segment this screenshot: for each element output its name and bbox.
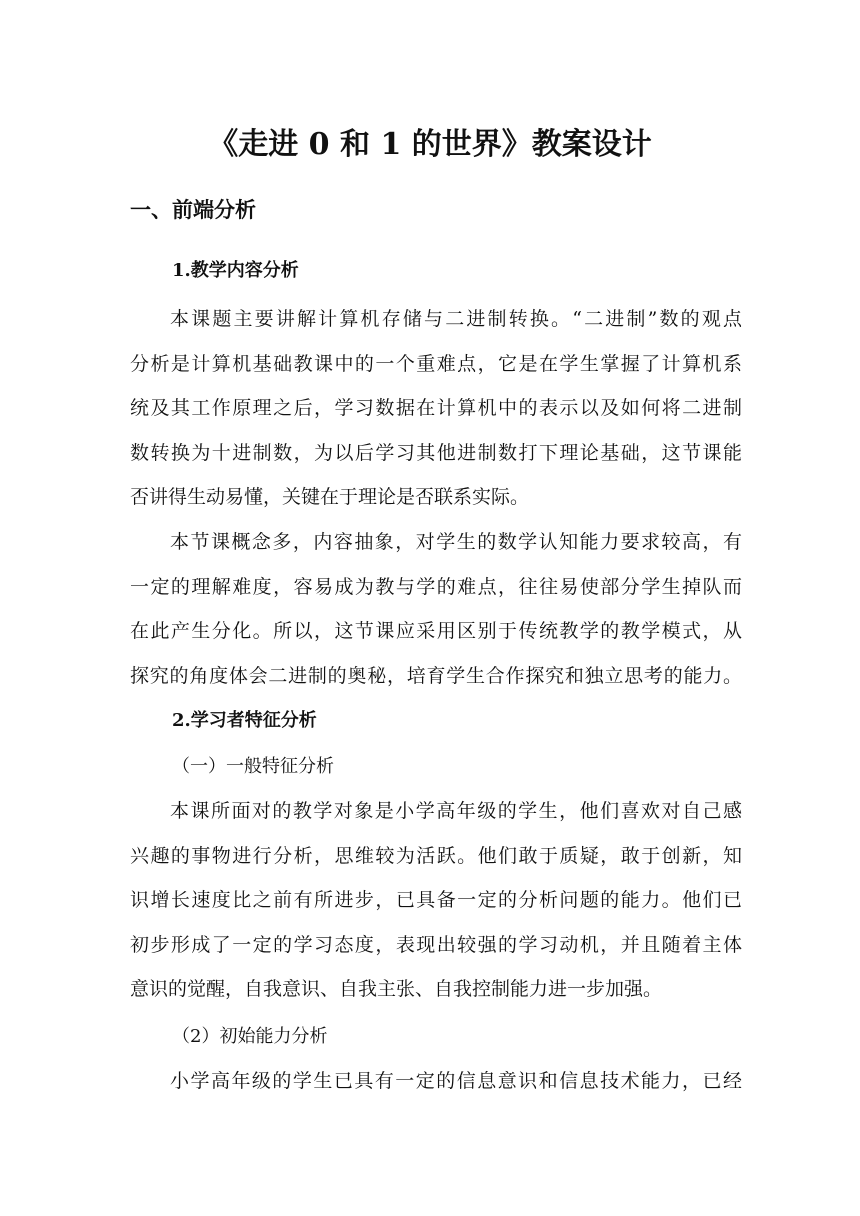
part-heading-initial-ability: （2）初始能力分析 — [172, 1026, 328, 1047]
paragraph-line: 本节课概念多，内容抽象，对学生的数学认知能力要求较高，有 — [170, 531, 742, 553]
paragraph-line: 一定的理解难度，容易成为教与学的难点，往往易使部分学生掉队而 — [130, 575, 742, 598]
paragraph-line: 小学高年级的学生已具有一定的信息意识和信息技术能力，已经 — [170, 1070, 742, 1092]
paragraph-line: 本课所面对的教学对象是小学高年级的学生，他们喜欢对自己感 — [170, 800, 742, 822]
paragraph-line: 意识的觉醒，自我意识、自我主张、自我控制能力进一步加强。 — [130, 978, 663, 1000]
paragraph-initial-ability — [130, 1059, 742, 1104]
paragraph-line: 否讲得生动易懂，关键在于理论是否联系实际。 — [130, 486, 530, 508]
paragraph-line: 识增长速度比之前有所进步，已具备一定的分析问题的能力。他们已 — [130, 889, 742, 911]
paragraph-general-features — [130, 789, 742, 1012]
paragraph-line: 统及其工作原理之后，学习数据在计算机中的表示以及如何将二进制 — [130, 397, 742, 419]
paragraph-line: 数转换为十进制数，为以后学习其他进制数打下理论基础，这节课能 — [130, 441, 742, 464]
paragraph-line: 本课题主要讲解计算机存储与二进制转换。“二进制”数的观点 — [170, 308, 742, 330]
paragraph-line: 初步形成了一定的学习态度，表现出较强的学习动机，并且随着主体 — [130, 933, 742, 956]
paragraph-content-analysis-2 — [130, 520, 742, 698]
part-heading-general-features: （一）一般特征分析 — [172, 756, 334, 777]
subsection-heading-learner-analysis: 2.学习者特征分析 — [172, 710, 317, 731]
section-heading-frontend-analysis: 一、前端分析 — [130, 197, 256, 222]
paragraph-line: 在此产生分化。所以，这节课应采用区别于传统教学的教学模式，从 — [130, 620, 742, 642]
paragraph-line: 分析是计算机基础教课中的一个重难点，它是在学生掌握了计算机系 — [130, 352, 742, 375]
paragraph-line: 探究的角度体会二进制的奥秘，培育学生合作探究和独立思考的能力。 — [130, 664, 742, 687]
paragraph-line: 兴趣的事物进行分析，思维较为活跃。他们敢于质疑，敢于创新，知 — [130, 844, 742, 867]
paragraph-content-analysis-1 — [130, 297, 742, 520]
document-title: 《走进 0 和 1 的世界》教案设计 — [208, 127, 652, 162]
subsection-heading-content-analysis: 1.教学内容分析 — [172, 260, 299, 281]
